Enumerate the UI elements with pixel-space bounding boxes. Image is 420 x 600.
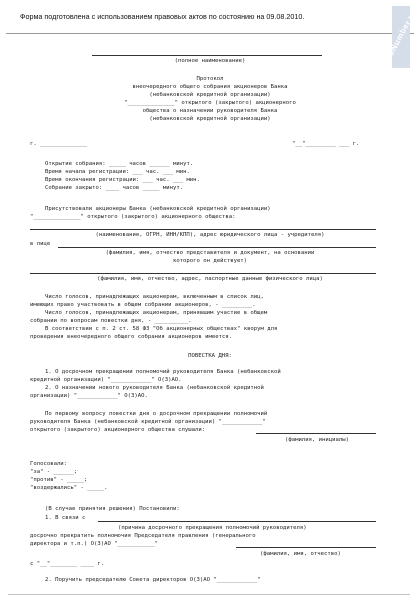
decision-1-line-3: директора и т.п.) О(З)АО "___________" [30, 541, 158, 547]
time-opening: Открытие собрания: _____ часов ______ минут. [45, 161, 194, 167]
attendance-caption-3: которого он действует) [172, 258, 248, 264]
attendance-blank-1 [30, 229, 376, 230]
vote-for: "за" - ______; [30, 469, 78, 475]
title-line-2: (небанковской кредитной организации) [149, 92, 271, 98]
time-reg-end: Время окончания регистрации: ___ час. ___ мин. [45, 177, 200, 183]
decision-1-date: с "__"________ ____ г. [30, 561, 105, 567]
votes-line-2: имеющих право участвовать в общем собрании акционеров, - _________. [30, 302, 256, 308]
attendance-caption-2: (фамилия, имя, отчество представителя и документ, на основании [105, 250, 315, 256]
agenda-title: ПОВЕСТКА ДНЯ: [188, 353, 232, 359]
legal-notice: Форма подготовлена с использованием правовых актов по состоянию на 09.08.2010. [20, 12, 305, 21]
attendance-in-person: в лице [30, 241, 51, 247]
first-question-line-3: открытого (закрытого) акционерного общества слушали: [30, 427, 206, 433]
page-bottom-divider [8, 594, 410, 595]
attendance-blank-2 [58, 247, 376, 248]
agenda-item-1b: кредитной организации) "____________" О(З)АО. [30, 377, 182, 383]
decision-reason-caption: (причина досрочного прекращения полномочий руководителя) [118, 525, 307, 531]
first-question-line-1: По первому вопросу повестки дня о досрочном прекращении полномочий [45, 411, 268, 417]
voting-label: Голосовали: [30, 461, 68, 467]
agenda-item-2b: организации) "____________" О(З)АО. [30, 393, 148, 399]
agenda-item-2a: 2. О назначении нового руководителя Банка (небанковской кредитной [45, 385, 264, 391]
document-header-bar [6, 4, 414, 34]
first-question-line-2: руководителя Банка (небанковской кредитной организации) "____________" [30, 419, 266, 425]
vote-against: "против" - _____; [30, 477, 88, 483]
attendance-blank-3 [30, 273, 376, 274]
attendance-caption-1: (наименование, ОГРН, ИНН/КПП), адрес юридического лица - учредителя) [95, 232, 325, 238]
title-line-5: (небанковской кредитной организации) [149, 116, 271, 122]
decision-1-line-2: досрочно прекратить полномочия Председателя правления (генерального [30, 533, 256, 539]
votes-line-3: Число голосов, принадлежащих акционерам, принявшим участие в общем [45, 310, 268, 316]
decision-intro: (В случае принятия решения) Постановили: [45, 506, 180, 512]
votes-line-5: В соответствии с п. 2 ст. 58 ФЗ "Об акционерных обществах" кворум для [45, 326, 278, 332]
time-reg-start: Время начала регистрации: ___ час. ___ мин. [45, 169, 190, 175]
decision-reason-blank [98, 521, 376, 522]
title-line-1: внеочередного общего собрания акционеров Банка [132, 84, 288, 90]
full-name-caption: (полное наименование) [174, 58, 246, 64]
doc-title: Протокол [196, 76, 224, 82]
director-name-blank [236, 547, 376, 548]
votes-line-6: проведения внеочередного общего собрания акционеров имеется. [30, 334, 233, 340]
title-line-3: "______________" открытого (закрытого) акционерного [124, 100, 296, 106]
votes-line-4: собрании по вопросам повестки дня, - __________. [30, 318, 192, 324]
title-line-4: общества о назначении руководителя Банка [142, 108, 278, 114]
decision-2-start: 2. Поручить председателю Совета директоров О(З)АО "____________" [45, 577, 261, 583]
meeting-date: "__"_________ ___ г. [292, 141, 360, 147]
time-closed: Собрание закрыто: ____ часов _____ минут. [45, 185, 184, 191]
agenda-item-1a: 1. О досрочном прекращении полномочий руководителя Банка (небанковской [45, 369, 281, 375]
decision-1-start: 1. В связи с [45, 515, 86, 521]
director-name-caption: (фамилия, имя, отчество) [260, 551, 341, 557]
attendance-line-1: Присутствовали акционеры Банка (небанковской кредитной организации) [45, 206, 271, 212]
votes-line-1: Число голосов, принадлежащих акционерам, включенным в список лиц, [45, 294, 264, 300]
vote-abstain: "воздержались" - _____. [30, 485, 108, 491]
meeting-place: г. ______________ [30, 141, 88, 147]
speaker-name-blank [256, 433, 376, 434]
attendance-line-2: "______________" открытого (закрытого) акционерного общества: [30, 214, 236, 220]
attendance-caption-4: (фамилия, имя, отчество, адрес, паспортные данные физического лица) [97, 276, 323, 282]
watermark-text: NoNumber.ru [383, 8, 418, 63]
full-name-line [92, 55, 322, 56]
speaker-name-caption: (фамилия, инициалы) [285, 437, 349, 443]
